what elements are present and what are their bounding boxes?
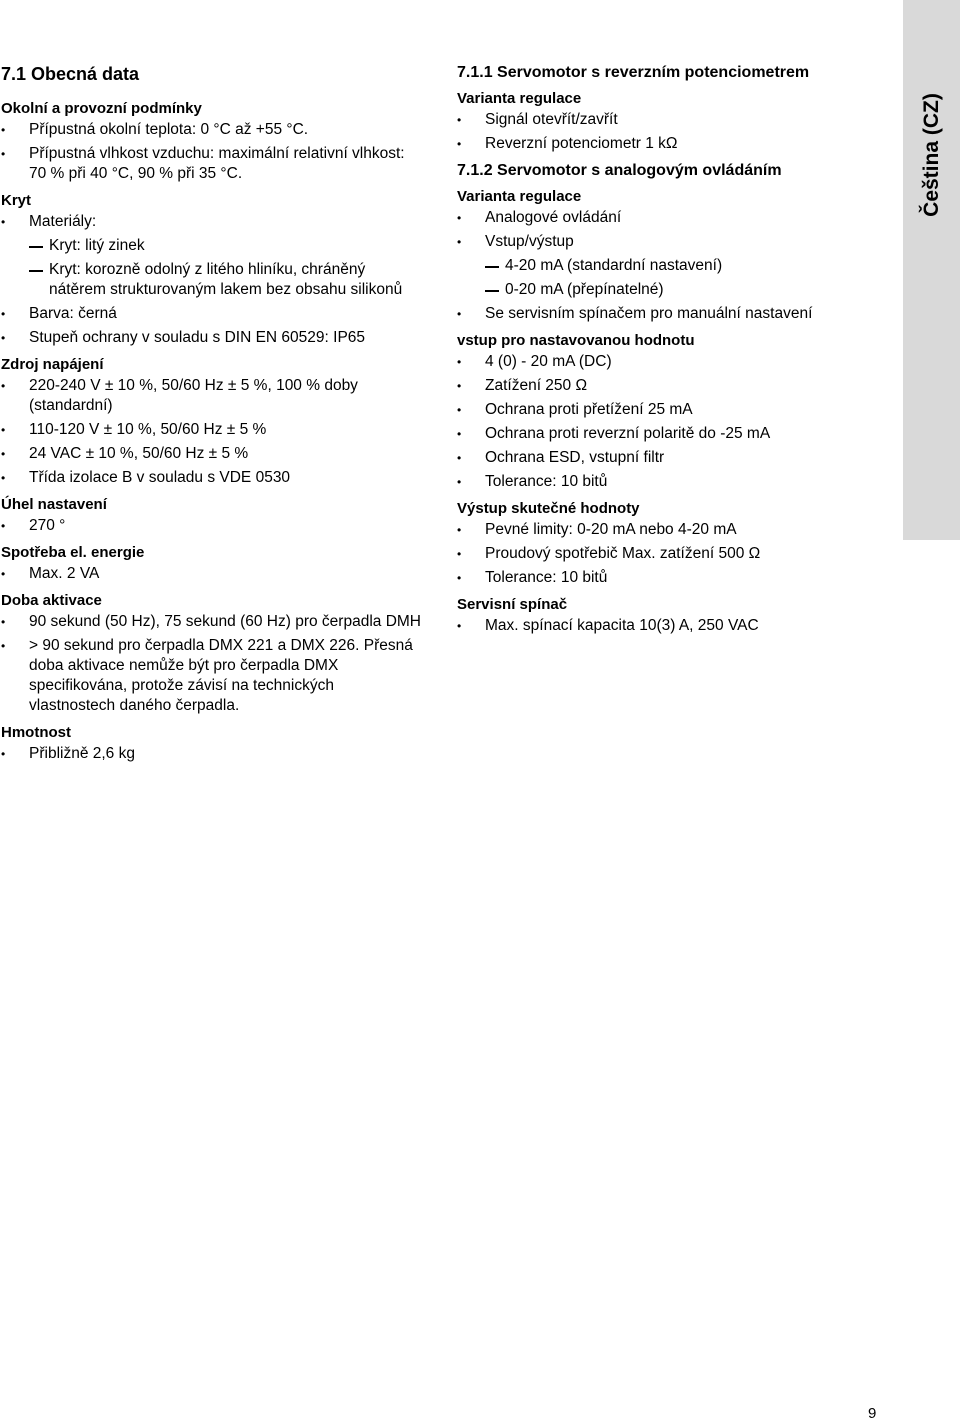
list-item: • Přibližně 2,6 kg (1, 744, 421, 764)
list-item: • Materiály: (1, 212, 421, 232)
list-item: • Analogové ovládání (457, 208, 882, 228)
list-item: • Pevné limity: 0-20 mA nebo 4-20 mA (457, 520, 882, 540)
spec-section (1, 542, 421, 584)
spec-list (1, 516, 421, 536)
section-heading: Varianta regulace (457, 90, 582, 107)
left-column (1, 62, 421, 770)
list-item: • Přípustná okolní teplota: 0 °C až +55 °C. (1, 120, 421, 140)
left-sections (1, 98, 421, 764)
section-heading: Výstup skutečné hodnoty (457, 500, 640, 517)
section-heading: vstup pro nastavovanou hodnotu (457, 332, 695, 349)
sub-list-item: Kryt: korozně odolný z litého hliníku, chráněný nátěrem strukturovaným lakem bez obsahu silikonů (1, 260, 421, 300)
spec-section (1, 494, 421, 536)
spec-section (457, 594, 882, 636)
list-item: • 110-120 V ± 10 %, 50/60 Hz ± 5 % (1, 420, 421, 440)
right-blocks (457, 62, 882, 636)
section-heading: Úhel nastavení (1, 496, 107, 513)
list-item: • Ochrana proti přetížení 25 mA (457, 400, 882, 420)
sub-list-item: Kryt: litý zinek (1, 236, 421, 256)
spec-section (457, 88, 882, 154)
subsection-block (457, 62, 882, 154)
list-item: • Proudový spotřebič Max. zatížení 500 Ω (457, 544, 882, 564)
list-item: • 24 VAC ± 10 %, 50/60 Hz ± 5 % (1, 444, 421, 464)
list-item: • Barva: černá (1, 304, 421, 324)
sub-list-item: 4-20 mA (standardní nastavení) (457, 256, 882, 276)
subsection-title: 7.1.2 Servomotor s analogovým ovládáním (457, 162, 782, 179)
list-item: • Ochrana proti reverzní polaritě do -25 mA (457, 424, 882, 444)
spec-section (1, 98, 421, 184)
list-item: • Vstup/výstup (457, 232, 882, 252)
spec-section (1, 722, 421, 764)
section-heading: Kryt (1, 192, 32, 209)
section-heading: Okolní a provozní podmínky (1, 100, 202, 117)
list-item: • Tolerance: 10 bitů (457, 568, 882, 588)
list-item: • Signál otevřít/zavřít (457, 110, 882, 130)
list-item: • Ochrana ESD, vstupní filtr (457, 448, 882, 468)
spec-list (457, 110, 882, 154)
subsection-block (457, 160, 882, 636)
section-heading: Zdroj napájení (1, 356, 104, 373)
section-heading: Spotřeba el. energie (1, 544, 145, 561)
spec-section (1, 354, 421, 488)
spec-section (1, 590, 421, 716)
subsection-title: 7.1.1 Servomotor s reverzním potenciometrem (457, 64, 810, 81)
spec-list (1, 744, 421, 764)
list-item: • Max. spínací kapacita 10(3) A, 250 VAC (457, 616, 882, 636)
sub-list-item: 0-20 mA (přepínatelné) (457, 280, 882, 300)
list-item: • 4 (0) - 20 mA (DC) (457, 352, 882, 372)
language-tab (903, 0, 960, 540)
spec-section (457, 498, 882, 588)
list-item: • Se servisním spínačem pro manuální nastavení (457, 304, 882, 324)
language-label: Čeština (CZ) (919, 93, 943, 217)
spec-list (1, 212, 421, 348)
list-item: • Max. 2 VA (1, 564, 421, 584)
list-item: • Reverzní potenciometr 1 kΩ (457, 134, 882, 154)
list-item: • 270 ° (1, 516, 421, 536)
spec-list (457, 352, 882, 492)
page-number: 9 (868, 1405, 877, 1422)
spec-list (1, 376, 421, 488)
list-item: • Zatížení 250 Ω (457, 376, 882, 396)
spec-list (457, 616, 882, 636)
spec-list (457, 520, 882, 588)
list-item: • 220-240 V ± 10 %, 50/60 Hz ± 5 %, 100 % doby (standardní) (1, 376, 421, 416)
spec-section (457, 186, 882, 324)
spec-list (457, 208, 882, 324)
section-heading: Doba aktivace (1, 592, 102, 609)
spec-section (1, 190, 421, 348)
list-item: • > 90 sekund pro čerpadla DMX 221 a DMX 226. Přesná doba aktivace nemůže být pro čerpadla DMX specifikována, protože závisí na technických vlastnostech daného čerpadla. (1, 636, 421, 716)
spec-list (1, 612, 421, 716)
spec-list (1, 120, 421, 184)
spec-list (1, 564, 421, 584)
list-item: • 90 sekund (50 Hz), 75 sekund (60 Hz) pro čerpadla DMH (1, 612, 421, 632)
section-title: 7.1 Obecná data (1, 64, 140, 84)
spec-section (457, 330, 882, 492)
section-heading: Servisní spínač (457, 596, 568, 613)
section-heading: Varianta regulace (457, 188, 582, 205)
list-item: • Přípustná vlhkost vzduchu: maximální relativní vlhkost: 70 % při 40 °C, 90 % při 35 °C. (1, 144, 421, 184)
list-item: • Tolerance: 10 bitů (457, 472, 882, 492)
list-item: • Stupeň ochrany v souladu s DIN EN 60529: IP65 (1, 328, 421, 348)
right-column (457, 62, 882, 642)
list-item: • Třída izolace B v souladu s VDE 0530 (1, 468, 421, 488)
section-heading: Hmotnost (1, 724, 71, 741)
